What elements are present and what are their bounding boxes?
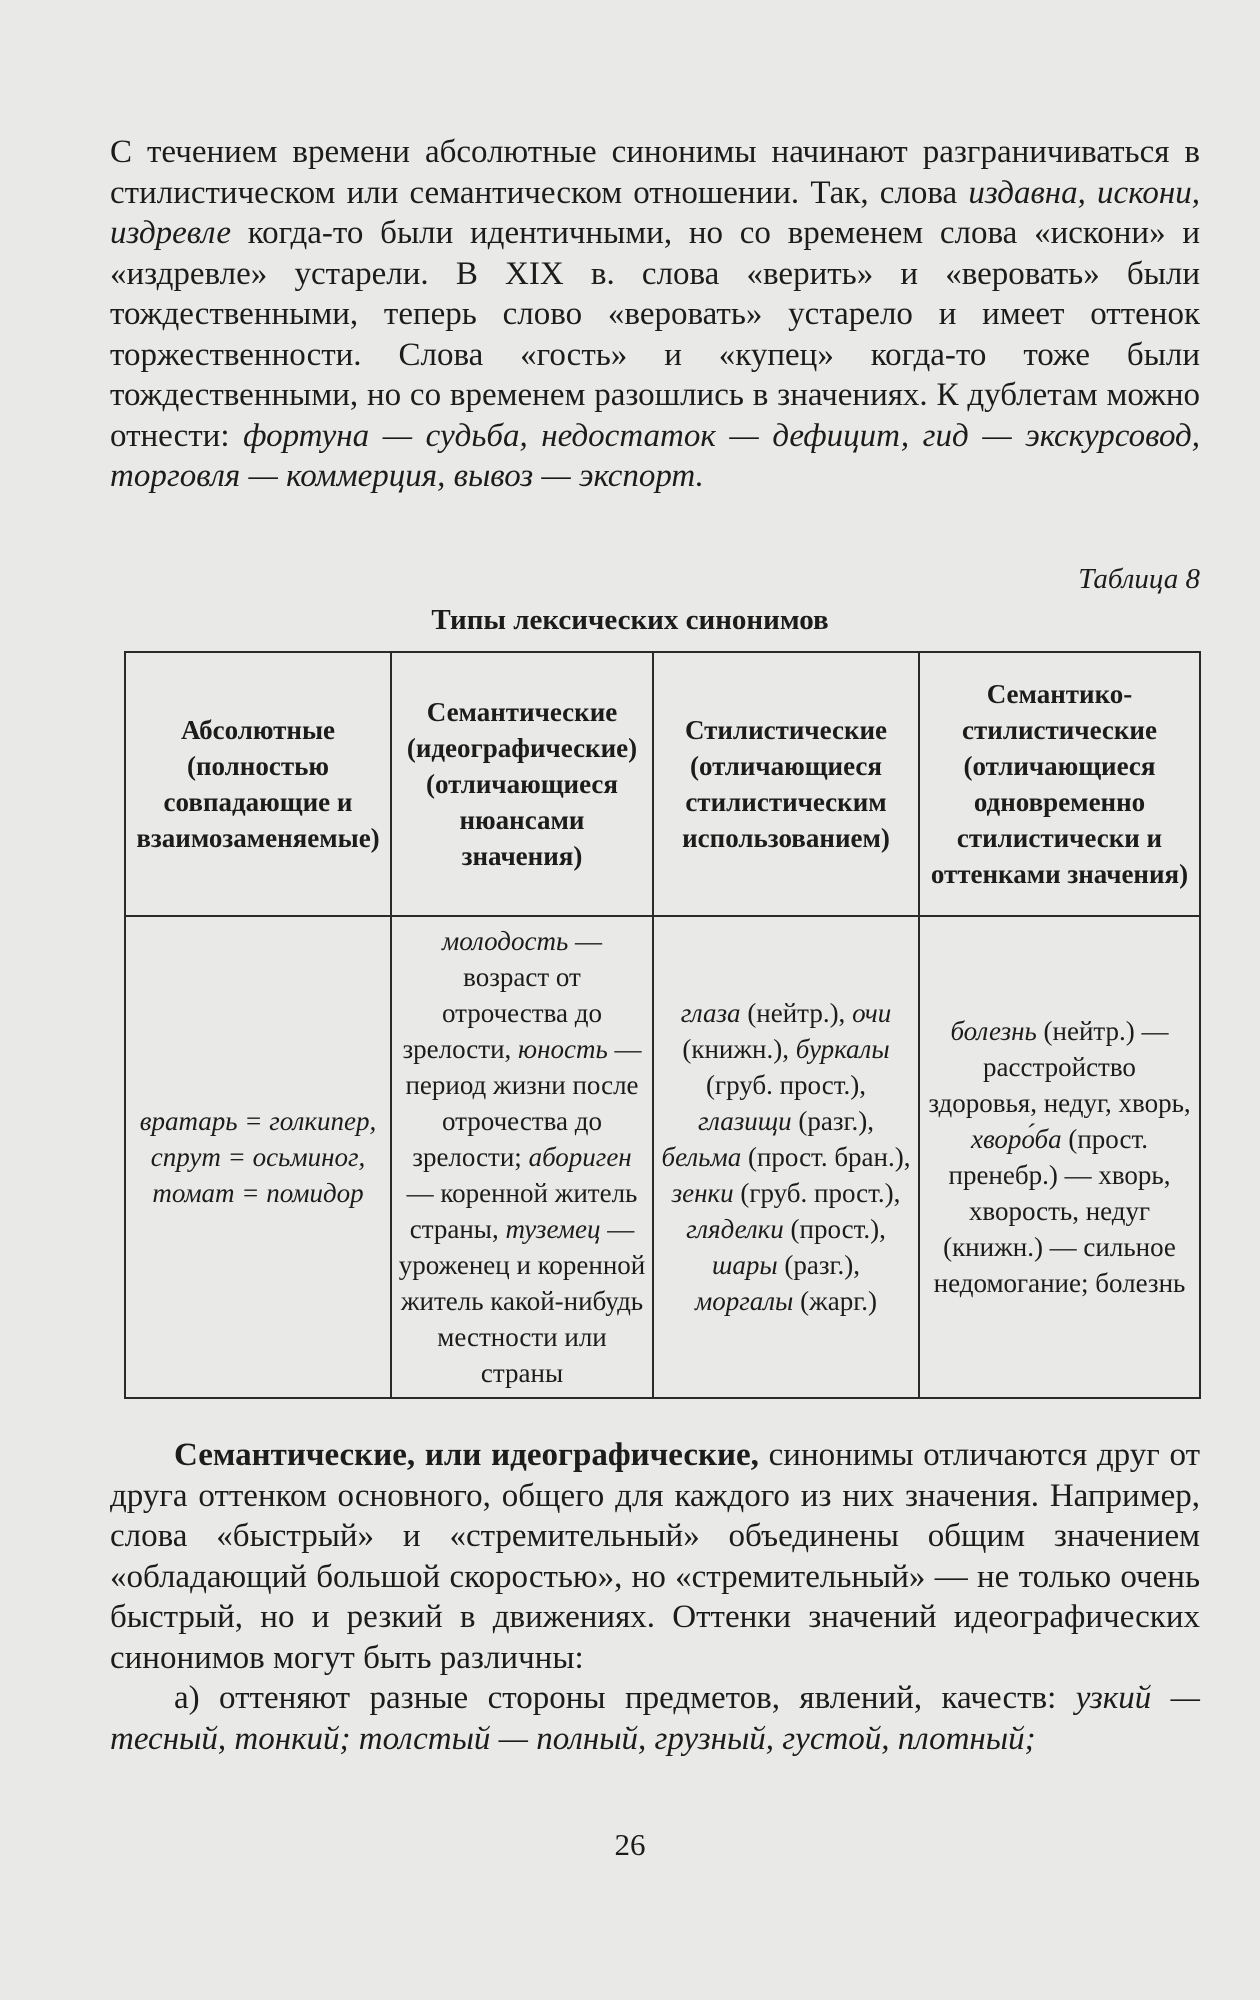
header-semantic-stylistic: Семантико-стилистические (отличающиеся одновременно стилистически и оттенками значения)	[919, 652, 1200, 916]
cell-semantic-stylistic-examples	[919, 916, 1200, 1398]
col3-note: (разг.),	[791, 1106, 875, 1136]
col3-term: глаза	[680, 998, 741, 1028]
col3-term: гляделки	[686, 1214, 784, 1244]
table-header-row	[125, 652, 1200, 916]
col2-note: — коренной житель страны,	[406, 1178, 638, 1244]
col2-term: абориген	[528, 1142, 632, 1172]
col4-note: (нейтр.) — расстройство здоровья, недуг, хворь,	[928, 1016, 1191, 1118]
cell-semantic-examples	[391, 916, 653, 1398]
col3-note: (книжн.),	[682, 1034, 796, 1064]
paragraph-1-italic-b: фортуна — судьба, недостаток — дефицит, гид — экскурсовод, торговля — коммерция, вывоз — экспорт.	[110, 417, 1200, 494]
cell-absolute-examples	[125, 916, 391, 1398]
header-absolute: Абсолютные (полностью совпадающие и взаимозаменяемые)	[125, 652, 391, 916]
synonym-types-table	[124, 651, 1201, 1399]
paragraph-2	[110, 1435, 1200, 1678]
table-caption: Таблица 8	[1078, 563, 1200, 595]
col3-term: глазищи	[697, 1106, 792, 1136]
paragraph-1-text-b: когда-то были идентичными, но со временем слова «искони» и «издревле» устарели. В XIX в. слова «верить» и «веровать» были тождественными, теперь слово «веровать» устарело и имеет оттенок торжественности. Слова «гость» и «купец» когда-то тоже были тождественными, но со временем разошлись в значениях. К дублетам можно отнести:	[110, 215, 1200, 454]
col2-term: юность	[518, 1034, 608, 1064]
col3-term: шары	[711, 1250, 778, 1280]
col4-term: болезнь	[950, 1016, 1037, 1046]
col2-term: туземец	[505, 1214, 601, 1244]
col3-note: (прост. бран.),	[741, 1142, 911, 1172]
col2-term: молодость	[442, 926, 569, 956]
col3-note: (жарг.)	[793, 1286, 877, 1316]
col3-note: (груб. прост.),	[733, 1178, 901, 1208]
header-semantic: Семантические (идеографические) (отличающиеся нюансами значения)	[391, 652, 653, 916]
paragraph-3-prefix: а) оттеняют разные стороны предметов, явлений, качеств:	[174, 1680, 1076, 1716]
col2-note: — период жизни после отрочества до зрелости;	[405, 1034, 642, 1172]
col3-term: буркалы	[795, 1034, 890, 1064]
page-number: 26	[614, 1827, 646, 1862]
col2-note: — уроженец и коренной житель какой-нибудь местности или страны	[398, 1214, 646, 1388]
table-row	[125, 916, 1200, 1398]
paragraph-1-text-a: С течением времени абсолютные синонимы начинают разграничиваться в стилистическом или семантическом отношении. Так, слова	[110, 134, 1200, 211]
col3-note: (груб. прост.),	[706, 1070, 866, 1100]
col3-note: (разг.),	[777, 1250, 861, 1280]
paragraph-2-bold-lead: Семантические, или идеографические,	[174, 1437, 759, 1473]
paragraph-1	[110, 132, 1200, 497]
col2-note: — возраст от отрочества до зрелости,	[402, 926, 602, 1064]
header-stylistic: Стилистические (отличающиеся стилистическим использованием)	[653, 652, 919, 916]
col3-term: зенки	[671, 1178, 734, 1208]
paragraph-3-italic: узкий — тесный, тонкий; толстый — полный, грузный, густой, плотный;	[110, 1680, 1200, 1757]
paragraph-2-text: синонимы отличаются друг от друга оттенком основного, общего для каждого из них значения. Например, слова «быстрый» и «стремительный» объединены общим значением «обладающий большой скоростью», но «стремительный» — не только очень быстрый, но и резкий в движениях. Оттенки значений идеографических синонимов могут быть различны:	[110, 1437, 1200, 1676]
table-title: Типы лексических синонимов	[431, 604, 829, 636]
absolute-examples-text: вратарь = голкипер, спрут = осьминог, томат = помидор	[139, 1106, 377, 1208]
paragraph-1-italic-a: издавна, искони, издревле	[110, 174, 1200, 251]
col3-note: (нейтр.),	[740, 998, 853, 1028]
col3-note: (прост.),	[783, 1214, 886, 1244]
col3-term: моргалы	[695, 1286, 794, 1316]
col3-term: очи	[852, 998, 892, 1028]
col4-term: хворо́ба	[971, 1124, 1062, 1154]
col4-note: (прост. пренебр.) — хворь, хворость, недуг (книжн.) — сильное недомогание; болезнь	[933, 1124, 1186, 1298]
col3-term: бельма	[661, 1142, 742, 1172]
cell-stylistic-examples	[653, 916, 919, 1398]
paragraph-3	[110, 1678, 1200, 1759]
